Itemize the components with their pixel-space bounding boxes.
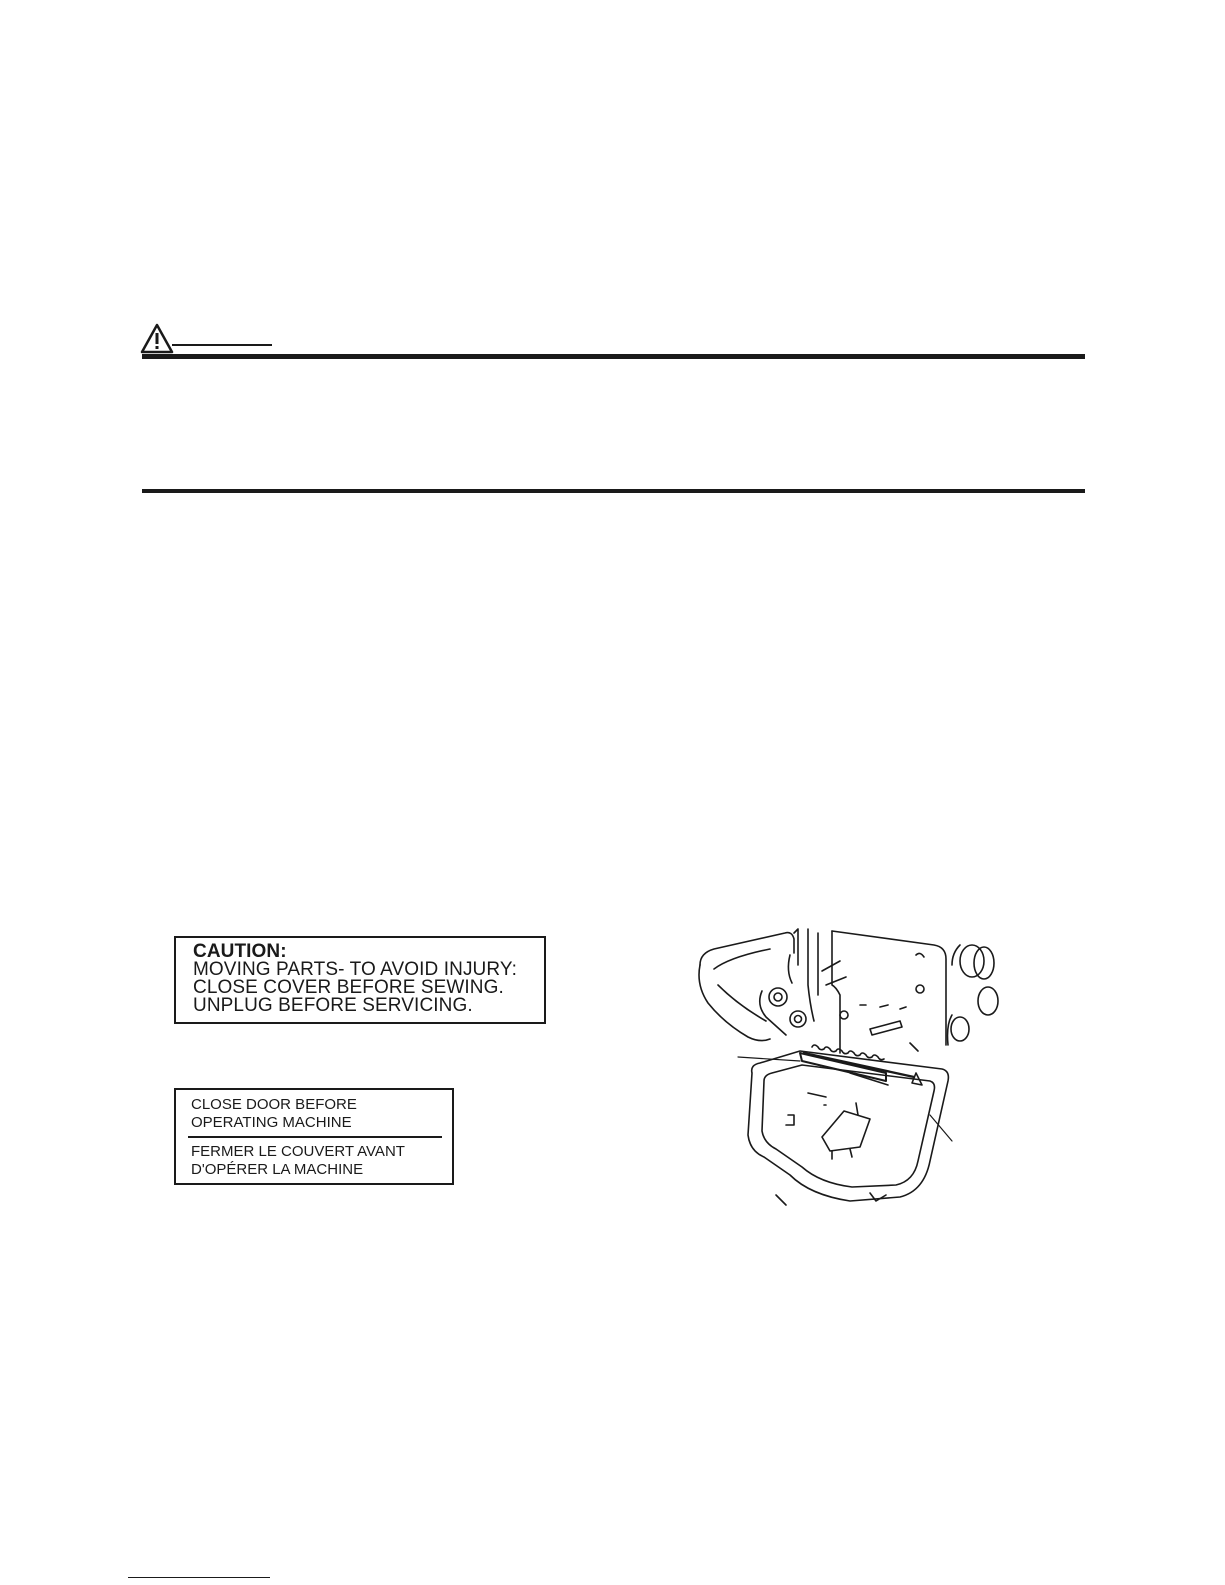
close-door-label-french [191, 1143, 405, 1179]
caution-label [174, 936, 546, 1024]
caution-label-line: CLOSE COVER BEFORE SEWING. [193, 977, 504, 998]
french-line: FERMER LE COUVERT AVANT [191, 1143, 405, 1160]
label-divider [188, 1136, 442, 1138]
warning-top-rule [142, 354, 1085, 359]
english-line: OPERATING MACHINE [191, 1114, 352, 1131]
serger-machine-illustration [690, 925, 1010, 1225]
warning-bottom-rule [142, 489, 1085, 493]
footer-rule [128, 1577, 270, 1578]
caution-label-line: MOVING PARTS- TO AVOID INJURY: [193, 959, 517, 980]
caution-label-title: CAUTION: [193, 941, 287, 962]
warning-triangle-icon [140, 323, 174, 355]
close-door-label [174, 1088, 454, 1185]
caution-label-line: UNPLUG BEFORE SERVICING. [193, 995, 473, 1016]
warning-heading-underline [172, 344, 272, 346]
french-line: D'OPÉRER LA MACHINE [191, 1161, 364, 1178]
close-door-label-english [191, 1096, 357, 1132]
english-line: CLOSE DOOR BEFORE [191, 1096, 357, 1113]
